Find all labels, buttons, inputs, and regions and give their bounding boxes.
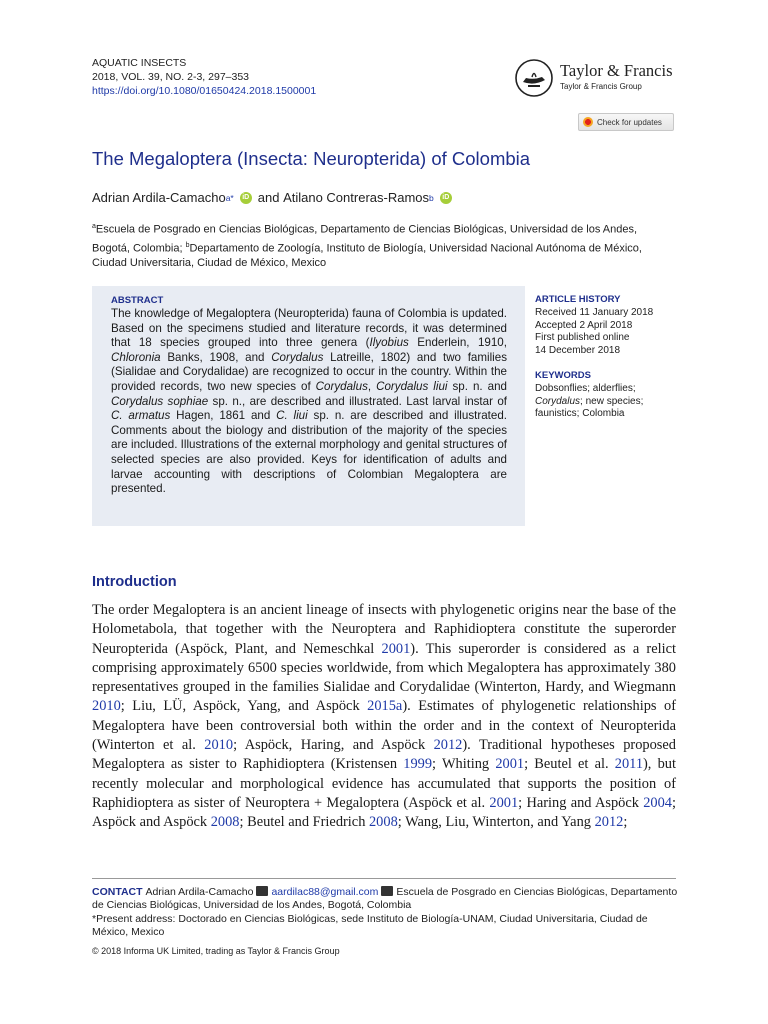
contact-name: Adrian Ardila-Camacho	[145, 886, 254, 898]
abstract-genus: Corydalus	[271, 350, 324, 364]
affil-b: Departamento de Zoología, Instituto de Biología, Universidad Nacional Autónoma de México, Ciudad Universitaria, Ciudad de México, Mexico	[92, 242, 642, 270]
citation-link[interactable]: 2001	[495, 756, 525, 773]
abstract-run: Banks, 1908, and	[160, 350, 272, 364]
author-2-affil: b	[429, 192, 434, 203]
citation-link[interactable]: 2010	[92, 698, 121, 715]
history-published-label: First published online	[535, 332, 630, 344]
abstract-species: C. liui	[276, 409, 308, 423]
abstract-run: Latreille, 1802) and two families (Sialidae and Corydalidae) are recognized to occur in the country. Within the provided records, two new species of	[111, 350, 507, 393]
keywords-heading: KEYWORDS	[535, 370, 591, 381]
citation-link[interactable]: 2011	[614, 756, 644, 773]
abstract-genus: Chloronia	[111, 350, 161, 364]
citation-link[interactable]: 2008	[210, 814, 240, 831]
history-heading: ARTICLE HISTORY	[535, 294, 621, 305]
introduction-paragraph	[92, 601, 676, 833]
abstract-run: Hagen, 1861 and	[170, 409, 277, 423]
contact-line	[92, 886, 682, 913]
keywords-line-1: Dobsonflies; alderflies;	[535, 383, 636, 395]
abstract-box	[92, 286, 525, 526]
affil-b-sup: b	[185, 241, 190, 249]
author-2: Atilano Contreras-Ramos	[283, 190, 430, 205]
orcid-icon[interactable]: iD	[440, 192, 452, 204]
author-line	[92, 190, 458, 205]
history-received: Received 11 January 2018	[535, 307, 654, 319]
text-run: ; Beutel and Friedrich	[239, 814, 369, 831]
contact-address: Escuela de Posgrado en Ciencias Biológicas, Departamento de Ciencias Biológicas, Universidad de los Andes, Bogotá, Colombia	[92, 886, 678, 912]
abstract-text	[111, 307, 507, 497]
check-for-updates-icon	[583, 117, 593, 127]
abstract-run: sp. n. are described and illustrated. Comments about the biology and distribution of the majority of the species are included. Illustrations of the external morphology and genital structures of selected species are also provided. Keys for identification of adults and larvae accounting with descriptions of Colombian Megaloptera are presented.	[111, 409, 507, 496]
taylor-francis-lamp-logo	[514, 58, 554, 98]
abstract-run: The knowledge of Megaloptera (Neuropterida) fauna of Colombia is updated. Based on the specimens studied and literature records, it was determined that 18 species grouped into three genera (	[111, 307, 507, 350]
abstract-species: Corydalus sophiae	[111, 394, 209, 408]
journal-volume: 2018, VOL. 39, NO. 2-3, 297–353	[92, 71, 250, 83]
article-title: The Megaloptera (Insecta: Neuropterida) of Colombia	[92, 148, 531, 169]
abstract-run: Enderlein, 1910,	[408, 336, 507, 350]
check-for-updates-button[interactable]	[578, 113, 674, 131]
abstract-genus: Ilyobius	[369, 336, 409, 350]
doi-link[interactable]: https://doi.org/10.1080/01650424.2018.1500001	[92, 85, 317, 97]
author-conjunction: and	[257, 190, 280, 205]
journal-header	[92, 56, 316, 98]
contact-label: CONTACT	[92, 886, 143, 898]
abstract-species: C. armatus	[111, 409, 171, 423]
author-1-affil: a*	[225, 192, 234, 203]
citation-link[interactable]: 2004	[643, 794, 672, 811]
text-run: ; Liu, LÜ, Aspöck, Yang, and Aspöck	[120, 698, 368, 715]
text-run: ; Wang, Liu, Winterton, and Yang	[397, 814, 595, 831]
keywords-line-2	[535, 396, 685, 408]
publisher-group: Taylor & Francis Group	[560, 82, 642, 91]
keyword-rest: ; new species;	[580, 395, 644, 407]
orcid-icon[interactable]: iD	[240, 192, 252, 204]
text-run: ; Aspöck and Aspöck	[92, 794, 676, 831]
copyright-notice: © 2018 Informa UK Limited, trading as Taylor & Francis Group	[92, 946, 340, 956]
footnote-divider	[92, 878, 676, 879]
section-heading-introduction: Introduction	[92, 574, 177, 590]
affil-a: Escuela de Posgrado en Ciencias Biológicas, Departamento de Ciencias Biológicas, Universidad de los Andes, Bogotá, Colombia;	[92, 223, 638, 255]
article-history	[535, 294, 685, 357]
envelope-icon	[256, 886, 268, 896]
abstract-heading: ABSTRACT	[111, 295, 164, 306]
present-address: *Present address: Doctorado en Ciencias Biológicas, sede Instituto de Biología-UNAM, Ciudad Universitaria, Ciudad de México, Mexico	[92, 912, 648, 939]
journal-name: AQUATIC INSECTS	[92, 57, 187, 69]
text-run: ;	[623, 814, 628, 831]
citation-link[interactable]: 2012	[594, 814, 624, 831]
abstract-species: Corydalus liui	[376, 379, 448, 393]
check-for-updates-label: Check for updates	[597, 117, 662, 127]
keywords	[535, 370, 685, 421]
text-run: The order Megaloptera is an ancient lineage of insects with phylogenetic origins near the base of the Holometabola, that together with the Neuroptera and Raphidioptera constitute the superorder Neuropterida (Aspöck, Plant, and Nemeschkal	[92, 602, 676, 657]
history-published-date: 14 December 2018	[535, 344, 621, 356]
keyword-genus: Corydalus	[535, 395, 581, 407]
keywords-line-3: faunistics; Colombia	[535, 408, 625, 420]
abstract-run: sp. n. and	[447, 379, 507, 393]
citation-link[interactable]: 2010	[204, 737, 234, 754]
envelope-icon	[381, 886, 393, 896]
citation-link[interactable]: 1999	[403, 756, 433, 773]
text-run: ; Whiting	[432, 756, 496, 773]
text-run: ; Haring and Aspöck	[518, 794, 644, 811]
publisher-name: Taylor & Francis	[560, 61, 673, 80]
contact-email-link[interactable]: aardilac88@gmail.com	[271, 886, 379, 898]
affil-a-sup: a	[92, 223, 96, 230]
text-run: ). This superorder is considered as a relict comprising approximately 6500 species worldwide, from which Megaloptera has approximately 380 representatives grouped in the families Sialidae and Corydalidae (Winterton, Hardy, and Wiegmann	[92, 640, 676, 696]
affiliations	[92, 219, 672, 271]
contact-footnote	[92, 886, 682, 940]
text-run: ; Aspöck, Haring, and Aspöck	[233, 737, 434, 754]
abstract-run: ,	[367, 379, 377, 393]
citation-link[interactable]: 2008	[368, 814, 398, 831]
author-1: Adrian Ardila-Camacho	[92, 190, 226, 205]
abstract-run: sp. n., are described and illustrated. Last larval instar of	[208, 394, 507, 408]
text-run: ; Beutel et al.	[524, 756, 615, 773]
text-run: ), but recently molecular and morphological evidence has accumulated that supports the position of Raphidioptera as sister of Neuroptera + Megaloptera (Aspöck et al.	[92, 756, 676, 811]
publisher-logo[interactable]	[512, 58, 682, 98]
abstract-genus: Corydalus	[315, 379, 368, 393]
text-run: ). Estimates of phylogenetic relationships of Megaloptera have been controversial both within the order and in the context of Neuropterida (Winterton et al.	[92, 698, 676, 754]
citation-link[interactable]: 2012	[433, 737, 463, 754]
text-run: ). Traditional hypotheses proposed Megaloptera as sister to Raphidioptera (Kristensen	[92, 737, 676, 773]
history-accepted: Accepted 2 April 2018	[535, 319, 633, 331]
citation-link[interactable]: 2015a	[367, 698, 403, 715]
citation-link[interactable]: 2001	[489, 794, 519, 811]
citation-link[interactable]: 2001	[381, 640, 411, 657]
